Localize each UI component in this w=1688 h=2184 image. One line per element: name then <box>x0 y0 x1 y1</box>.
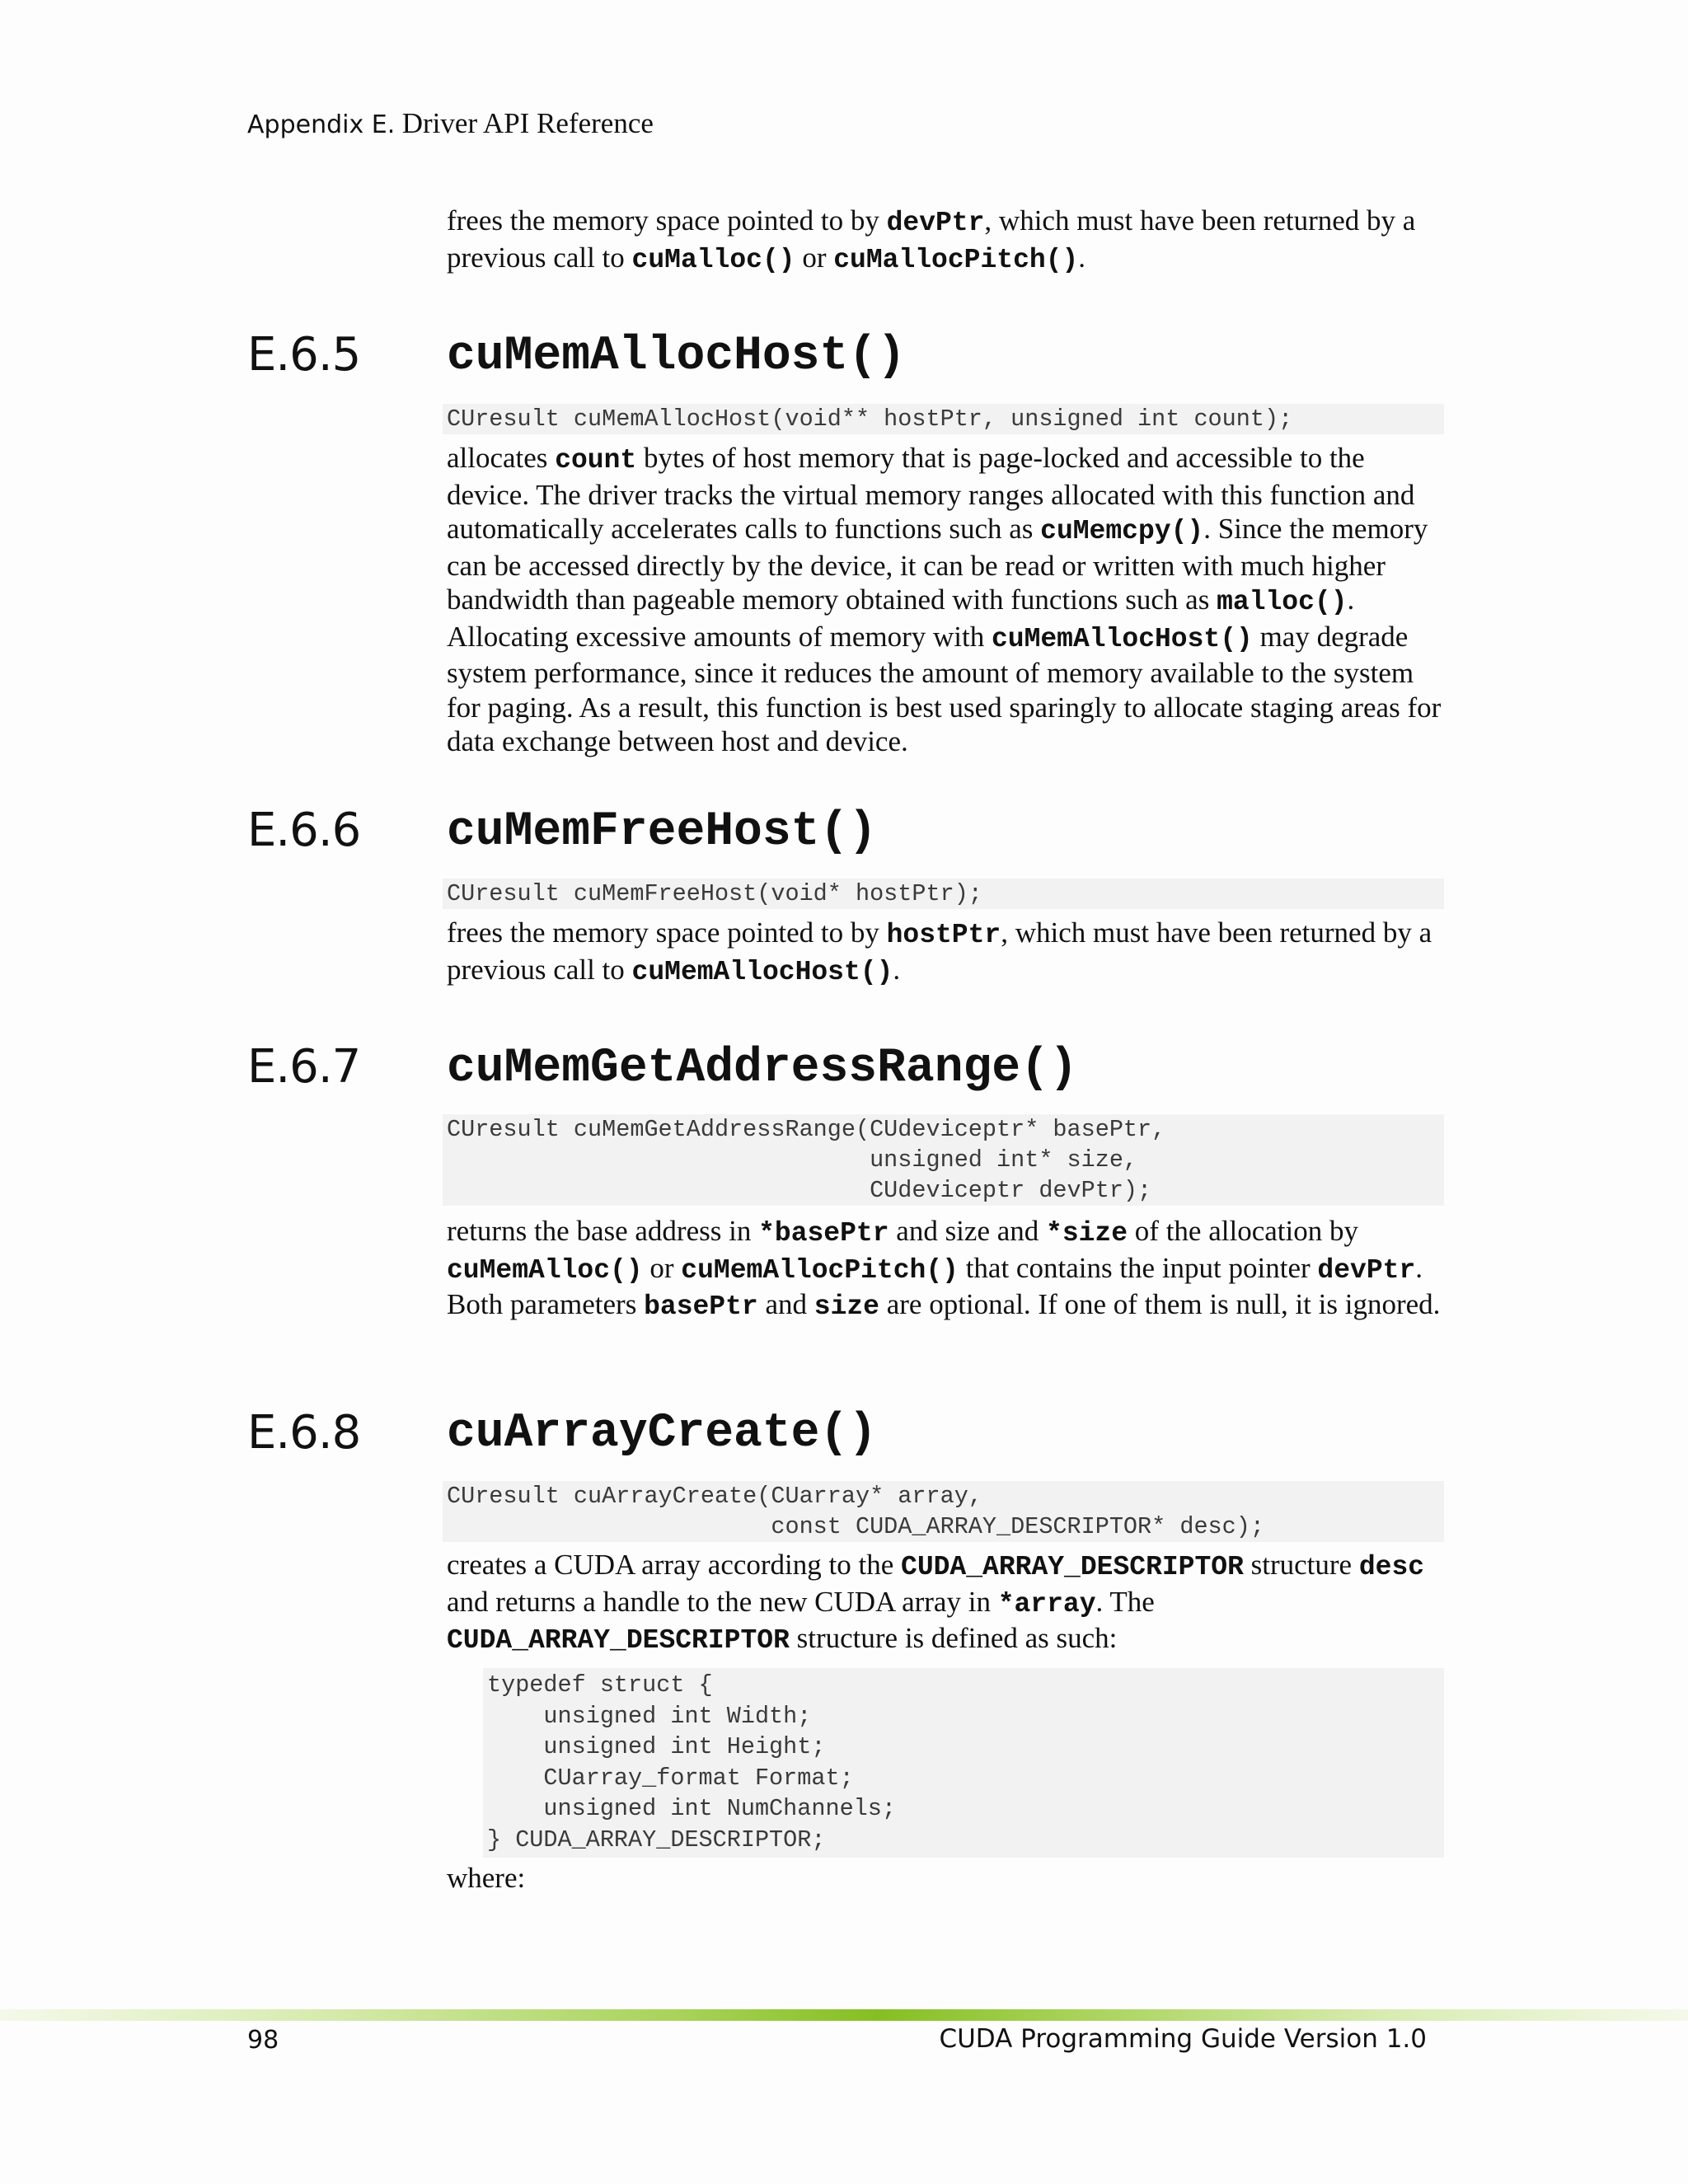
prototype-cuArrayCreate <box>443 1481 1444 1542</box>
typedef-line: unsigned int NumChannels; <box>487 1795 896 1823</box>
text: . Both parameters <box>447 1251 1423 1320</box>
text: . <box>893 953 901 986</box>
section-title-cuMemGetAddressRange: cuMemGetAddressRange() <box>447 1042 1078 1095</box>
text: bytes of host memory that is page-locked and accessible to the device. The driver tracks the virtual memory ranges allocated with this function and automatically accelerates calls to functions such as <box>447 442 1415 545</box>
prototype-line: CUdeviceptr devPtr); <box>447 1177 1152 1204</box>
text: of the allocation by <box>1128 1215 1358 1247</box>
where-text: where: <box>447 1862 526 1894</box>
text: . Since the memory can be accessed directly by the device, it can be read or written with much higher bandwidth than pageable memory obtained with functions such as <box>447 513 1428 616</box>
code-cuMallocPitch: cuMallocPitch() <box>833 244 1079 275</box>
text: frees the memory space pointed to by <box>447 916 887 949</box>
running-head-title: Driver API Reference <box>401 107 654 139</box>
text: . <box>1078 241 1086 274</box>
code-basePtr: basePtr <box>644 1291 758 1322</box>
section-title-cuMemFreeHost: cuMemFreeHost() <box>447 805 878 859</box>
code-cuMemcpy: cuMemcpy() <box>1040 516 1204 546</box>
text: or <box>642 1251 682 1284</box>
prototype-cuMemGetAddressRange <box>443 1114 1444 1206</box>
code-hostPtr: hostPtr <box>886 920 1001 950</box>
code-malloc: malloc() <box>1217 587 1348 617</box>
body-cuArrayCreate <box>447 1548 1444 1658</box>
typedef-line: typedef struct { <box>487 1671 713 1699</box>
code-size-deref: *size <box>1046 1218 1128 1249</box>
text: allocates <box>447 442 556 474</box>
typedef-line: unsigned int Width; <box>487 1702 812 1730</box>
code-desc: desc <box>1358 1552 1425 1582</box>
typedef-cuda-array-descriptor <box>483 1668 1444 1858</box>
code-devPtr: devPtr <box>1317 1254 1416 1286</box>
footer-title: CUDA Programming Guide Version 1.0 <box>939 2024 1427 2054</box>
code-size: size <box>814 1291 879 1322</box>
prototype-line: CUresult cuArrayCreate(CUarray* array, <box>447 1483 982 1510</box>
code-basePtr-deref: *basePtr <box>758 1218 889 1249</box>
footer-gradient-bar <box>0 2009 1688 2021</box>
section-number-e68: E.6.8 <box>247 1406 361 1460</box>
text: creates a CUDA array according to the <box>447 1549 902 1581</box>
section-number-e66: E.6.6 <box>247 804 361 857</box>
body-cuMemGetAddressRange <box>447 1214 1444 1324</box>
code-CUDA_ARRAY_DESCRIPTOR: CUDA_ARRAY_DESCRIPTOR <box>901 1552 1244 1582</box>
prototype-cuMemFreeHost <box>443 879 1444 909</box>
code-devPtr: devPtr <box>886 208 985 238</box>
code-array-deref: *array <box>997 1588 1096 1619</box>
section-title-cuMemAllocHost: cuMemAllocHost() <box>447 330 906 383</box>
text: , which must have been returned by a previous call to <box>447 916 1432 986</box>
text: or <box>795 241 834 274</box>
prototype-line: const CUDA_ARRAY_DESCRIPTOR* desc); <box>447 1513 1264 1540</box>
code-cuMemAlloc: cuMemAlloc() <box>447 1254 643 1286</box>
text: structure is defined as such: <box>789 1622 1118 1654</box>
text: frees the memory space pointed to by <box>447 204 887 237</box>
code-cuMalloc: cuMalloc() <box>631 244 795 275</box>
code-count: count <box>555 445 637 476</box>
text: . The <box>1095 1585 1155 1618</box>
code-CUDA_ARRAY_DESCRIPTOR: CUDA_ARRAY_DESCRIPTOR <box>447 1625 790 1656</box>
page-number: 98 <box>247 2026 279 2055</box>
section-number-e65: E.6.5 <box>247 328 361 382</box>
body-cuMemFreeHost <box>447 916 1444 989</box>
text: and <box>757 1288 814 1320</box>
section-number-e67: E.6.7 <box>247 1040 361 1094</box>
text: structure <box>1243 1549 1359 1581</box>
prototype-line: CUresult cuMemGetAddressRange(CUdeviceptr* basePtr, <box>447 1116 1166 1143</box>
code-cuMemAllocPitch: cuMemAllocPitch() <box>681 1254 959 1286</box>
prototype-line: CUresult cuMemFreeHost(void* hostPtr); <box>447 880 982 907</box>
intro-paragraph <box>447 204 1444 277</box>
text: that contains the input pointer <box>958 1251 1318 1284</box>
text: and size and <box>889 1215 1047 1247</box>
prototype-line: CUresult cuMemAllocHost(void** hostPtr, unsigned int count); <box>447 405 1293 433</box>
body-cuMemAllocHost <box>447 441 1444 759</box>
text: and returns a handle to the new CUDA array in <box>447 1585 998 1618</box>
typedef-line: CUarray_format Format; <box>487 1764 854 1792</box>
prototype-cuMemAllocHost <box>443 404 1444 434</box>
prototype-line: unsigned int* size, <box>447 1146 1138 1174</box>
code-cuMemAllocHost: cuMemAllocHost() <box>991 623 1253 654</box>
running-head-label: Appendix E. <box>247 110 396 139</box>
running-head <box>247 107 654 140</box>
text: , which must have been returned by a previous call to <box>447 204 1416 274</box>
text: may degrade system performance, since it reduces the amount of memory available to the system for paging. As a result, this function is best used sparingly to allocate staging areas for data exchange between host and device. <box>447 620 1442 757</box>
typedef-line: unsigned int Height; <box>487 1733 826 1761</box>
typedef-line: } CUDA_ARRAY_DESCRIPTOR; <box>487 1825 826 1854</box>
section-title-cuArrayCreate: cuArrayCreate() <box>447 1407 878 1460</box>
text: . Allocating excessive amounts of memory with <box>447 583 1355 653</box>
text: returns the base address in <box>447 1215 759 1247</box>
code-cuMemAllocHost: cuMemAllocHost() <box>631 956 893 987</box>
text: are optional. If one of them is null, it is ignored. <box>879 1288 1441 1320</box>
